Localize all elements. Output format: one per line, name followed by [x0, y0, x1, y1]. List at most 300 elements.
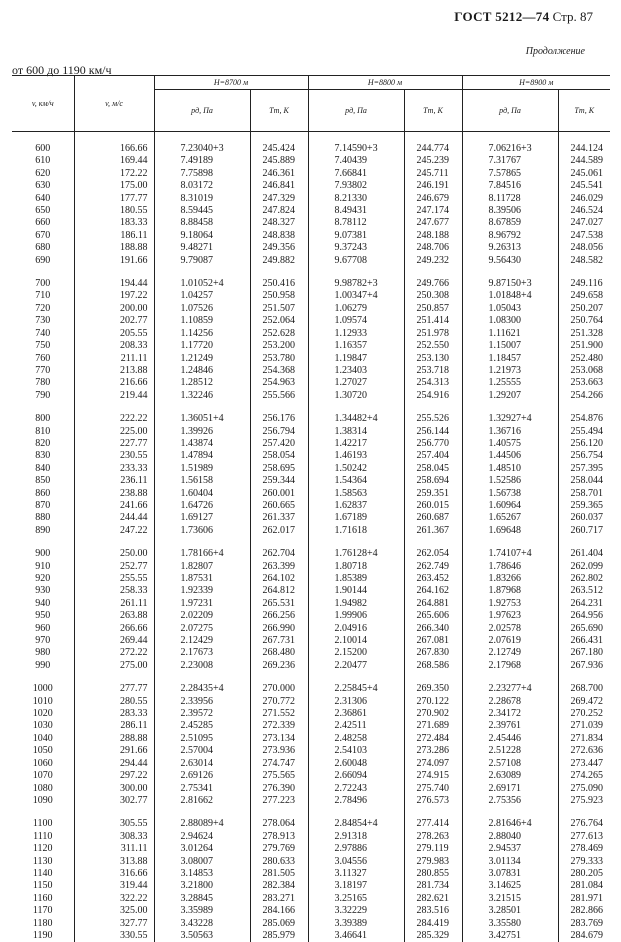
pressure-h2-cell: 1.09574	[308, 315, 404, 327]
temp-h1-cell: 281.505	[250, 868, 308, 880]
table-row	[12, 795, 610, 807]
table-row	[12, 255, 610, 267]
group-spacer	[12, 807, 610, 818]
pressure-h3-cell: 2.88040	[462, 831, 558, 843]
speed-ms-cell: 269.44	[74, 635, 154, 647]
speed-ms-cell: 327.77	[74, 918, 154, 930]
speed-kmh-cell: 870	[12, 500, 74, 512]
pressure-h1-cell: 2.51095	[154, 733, 250, 745]
pressure-h1-cell: 1.47894	[154, 450, 250, 462]
pressure-h1-cell: 2.45285	[154, 720, 250, 732]
temp-h1-cell: 247.329	[250, 193, 308, 205]
spacer-cell	[462, 807, 558, 818]
pressure-h1-cell: 1.10859	[154, 315, 250, 327]
speed-kmh-cell: 930	[12, 585, 74, 597]
temp-h1-cell: 276.390	[250, 783, 308, 795]
speed-kmh-cell: 990	[12, 660, 74, 672]
temp-h1-cell: 250.416	[250, 278, 308, 290]
temp-h1-cell: 285.069	[250, 918, 308, 930]
speed-ms-cell: 236.11	[74, 475, 154, 487]
speed-kmh-cell: 1090	[12, 795, 74, 807]
pressure-h2-cell: 2.78496	[308, 795, 404, 807]
temp-h3-cell: 256.754	[558, 450, 610, 462]
speed-ms-cell: 227.77	[74, 438, 154, 450]
speed-kmh-cell: 690	[12, 255, 74, 267]
pressure-h3-cell: 2.69171	[462, 783, 558, 795]
temp-h1-cell: 262.017	[250, 525, 308, 537]
speed-kmh-cell: 740	[12, 328, 74, 340]
table-row	[12, 930, 610, 942]
temp-h2-cell: 262.749	[404, 561, 462, 573]
speed-ms-cell: 247.22	[74, 525, 154, 537]
header-temp-3: Tт, К	[558, 90, 610, 132]
speed-ms-cell: 308.33	[74, 831, 154, 843]
speed-kmh-cell: 660	[12, 217, 74, 229]
temp-h2-cell: 254.916	[404, 390, 462, 402]
speed-ms-cell: 322.22	[74, 893, 154, 905]
temp-h3-cell: 254.876	[558, 413, 610, 425]
speed-kmh-cell: 1050	[12, 745, 74, 757]
pressure-h3-cell: 3.28501	[462, 905, 558, 917]
pressure-h2-cell: 2.31306	[308, 696, 404, 708]
pressure-h2-cell: 1.99906	[308, 610, 404, 622]
pressure-h1-cell: 1.21249	[154, 353, 250, 365]
speed-kmh-cell: 940	[12, 598, 74, 610]
temp-h3-cell: 257.395	[558, 463, 610, 475]
temp-h3-cell: 247.538	[558, 230, 610, 242]
spacer-cell	[250, 132, 308, 144]
speed-kmh-cell: 1030	[12, 720, 74, 732]
table-row	[12, 843, 610, 855]
speed-ms-cell: 200.00	[74, 303, 154, 315]
temp-h3-cell: 250.764	[558, 315, 610, 327]
table-row	[12, 598, 610, 610]
spacer-cell	[154, 267, 250, 278]
temp-h2-cell: 275.740	[404, 783, 462, 795]
temp-h3-cell: 248.582	[558, 255, 610, 267]
pressure-h3-cell: 1.44506	[462, 450, 558, 462]
table-row	[12, 733, 610, 745]
table-row	[12, 290, 610, 302]
pressure-h2-cell: 2.48258	[308, 733, 404, 745]
speed-ms-cell: 188.88	[74, 242, 154, 254]
temp-h3-cell: 274.265	[558, 770, 610, 782]
spacer-cell	[462, 267, 558, 278]
speed-kmh-cell: 1170	[12, 905, 74, 917]
pressure-h3-cell: 3.21515	[462, 893, 558, 905]
page-number: Стр. 87	[553, 9, 593, 24]
table-row	[12, 635, 610, 647]
speed-ms-cell: 319.44	[74, 880, 154, 892]
table-row	[12, 696, 610, 708]
pressure-h3-cell: 1.40575	[462, 438, 558, 450]
pressure-h2-cell: 1.85389	[308, 573, 404, 585]
speed-kmh-cell: 790	[12, 390, 74, 402]
spacer-cell	[74, 132, 154, 144]
pressure-h1-cell: 1.69127	[154, 512, 250, 524]
temp-h3-cell: 254.266	[558, 390, 610, 402]
temp-h1-cell: 246.361	[250, 168, 308, 180]
temp-h1-cell: 266.990	[250, 623, 308, 635]
table-row	[12, 610, 610, 622]
pressure-h1-cell: 1.78166+4	[154, 548, 250, 560]
speed-ms-cell: 288.88	[74, 733, 154, 745]
speed-kmh-cell: 730	[12, 315, 74, 327]
pressure-h2-cell: 3.32229	[308, 905, 404, 917]
pressure-h2-cell: 1.58563	[308, 488, 404, 500]
speed-kmh-cell: 1150	[12, 880, 74, 892]
speed-ms-cell: 238.88	[74, 488, 154, 500]
temp-h1-cell: 251.507	[250, 303, 308, 315]
pressure-h3-cell: 2.12749	[462, 647, 558, 659]
table-row	[12, 340, 610, 352]
header-altitude-2: H=8800 м	[308, 76, 462, 90]
speed-kmh-cell: 840	[12, 463, 74, 475]
temp-h3-cell: 249.658	[558, 290, 610, 302]
pressure-h1-cell: 9.48271	[154, 242, 250, 254]
temp-h2-cell: 279.983	[404, 856, 462, 868]
temp-h2-cell: 257.404	[404, 450, 462, 462]
temp-h3-cell: 250.207	[558, 303, 610, 315]
pressure-h1-cell: 3.50563	[154, 930, 250, 942]
temp-h2-cell: 268.586	[404, 660, 462, 672]
speed-kmh-cell: 620	[12, 168, 74, 180]
speed-kmh-cell: 780	[12, 377, 74, 389]
speed-ms-cell: 230.55	[74, 450, 154, 462]
speed-kmh-cell: 1100	[12, 818, 74, 830]
header-pressure-1: pд, Па	[154, 90, 250, 132]
temp-h1-cell: 246.841	[250, 180, 308, 192]
temp-h3-cell: 276.764	[558, 818, 610, 830]
speed-ms-cell: 252.77	[74, 561, 154, 573]
pressure-h1-cell: 1.64726	[154, 500, 250, 512]
temp-h2-cell: 269.350	[404, 683, 462, 695]
speed-kmh-cell: 1190	[12, 930, 74, 942]
temp-h1-cell: 269.236	[250, 660, 308, 672]
speed-kmh-cell: 850	[12, 475, 74, 487]
speed-range-label: от 600 до 1190 км/ч	[12, 63, 112, 78]
speed-ms-cell: 261.11	[74, 598, 154, 610]
pressure-h1-cell: 7.75898	[154, 168, 250, 180]
pressure-h3-cell: 7.57865	[462, 168, 558, 180]
pressure-h2-cell: 1.76128+4	[308, 548, 404, 560]
temp-h1-cell: 283.271	[250, 893, 308, 905]
temp-h2-cell: 282.621	[404, 893, 462, 905]
spacer-cell	[404, 402, 462, 413]
temp-h3-cell: 248.056	[558, 242, 610, 254]
page-header	[454, 9, 593, 25]
pressure-h3-cell: 2.02578	[462, 623, 558, 635]
speed-kmh-cell: 1180	[12, 918, 74, 930]
pressure-h3-cell: 1.29207	[462, 390, 558, 402]
spacer-cell	[558, 807, 610, 818]
temp-h1-cell: 259.344	[250, 475, 308, 487]
temp-h3-cell: 275.090	[558, 783, 610, 795]
temp-h2-cell: 244.774	[404, 143, 462, 155]
pressure-h1-cell: 9.79087	[154, 255, 250, 267]
temp-h2-cell: 276.573	[404, 795, 462, 807]
pressure-h1-cell: 9.18064	[154, 230, 250, 242]
pressure-h3-cell: 1.92753	[462, 598, 558, 610]
temp-h2-cell: 250.308	[404, 290, 462, 302]
speed-kmh-cell: 630	[12, 180, 74, 192]
pressure-h1-cell: 8.88458	[154, 217, 250, 229]
pressure-h2-cell: 1.71618	[308, 525, 404, 537]
spacer-cell	[74, 807, 154, 818]
pressure-h1-cell: 7.49189	[154, 155, 250, 167]
speed-ms-cell: 258.33	[74, 585, 154, 597]
pressure-h3-cell: 8.39506	[462, 205, 558, 217]
temp-h1-cell: 255.566	[250, 390, 308, 402]
speed-kmh-cell: 970	[12, 635, 74, 647]
spacer-cell	[308, 132, 404, 144]
temp-h1-cell: 282.384	[250, 880, 308, 892]
table-row	[12, 905, 610, 917]
speed-ms-cell: 191.66	[74, 255, 154, 267]
pressure-h2-cell: 3.18197	[308, 880, 404, 892]
pressure-h3-cell: 1.32927+4	[462, 413, 558, 425]
pressure-h2-cell: 3.39389	[308, 918, 404, 930]
temp-h2-cell: 267.081	[404, 635, 462, 647]
temp-h3-cell: 255.494	[558, 426, 610, 438]
speed-kmh-cell: 760	[12, 353, 74, 365]
pressure-h2-cell: 2.54103	[308, 745, 404, 757]
speed-ms-cell: 211.11	[74, 353, 154, 365]
temp-h3-cell: 261.404	[558, 548, 610, 560]
spacer-cell	[250, 402, 308, 413]
pressure-h2-cell: 3.04556	[308, 856, 404, 868]
spacer-cell	[154, 132, 250, 144]
spacer-cell	[558, 537, 610, 548]
temp-h3-cell: 284.679	[558, 930, 610, 942]
pressure-h3-cell: 9.87150+3	[462, 278, 558, 290]
pressure-h3-cell: 3.01134	[462, 856, 558, 868]
spacer-cell	[308, 267, 404, 278]
pressure-h2-cell: 2.15200	[308, 647, 404, 659]
pressure-h3-cell: 2.28678	[462, 696, 558, 708]
pressure-h3-cell: 2.57108	[462, 758, 558, 770]
pressure-h2-cell: 3.46641	[308, 930, 404, 942]
spacer-cell	[250, 267, 308, 278]
temp-h2-cell: 264.881	[404, 598, 462, 610]
atmosphere-table	[12, 75, 610, 942]
temp-h1-cell: 270.000	[250, 683, 308, 695]
speed-ms-cell: 241.66	[74, 500, 154, 512]
speed-ms-cell: 216.66	[74, 377, 154, 389]
speed-kmh-cell: 670	[12, 230, 74, 242]
temp-h2-cell: 258.694	[404, 475, 462, 487]
temp-h3-cell: 281.971	[558, 893, 610, 905]
temp-h2-cell: 251.414	[404, 315, 462, 327]
pressure-h3-cell: 7.06216+3	[462, 143, 558, 155]
speed-kmh-cell: 610	[12, 155, 74, 167]
temp-h1-cell: 254.368	[250, 365, 308, 377]
temp-h2-cell: 249.232	[404, 255, 462, 267]
table-row	[12, 143, 610, 155]
table-row	[12, 365, 610, 377]
temp-h2-cell: 263.452	[404, 573, 462, 585]
pressure-h1-cell: 8.31019	[154, 193, 250, 205]
pressure-h2-cell: 2.60048	[308, 758, 404, 770]
pressure-h1-cell: 2.02209	[154, 610, 250, 622]
speed-kmh-cell: 770	[12, 365, 74, 377]
temp-h1-cell: 258.695	[250, 463, 308, 475]
temp-h3-cell: 272.636	[558, 745, 610, 757]
pressure-h1-cell: 1.17720	[154, 340, 250, 352]
pressure-h3-cell: 1.56738	[462, 488, 558, 500]
table-row	[12, 623, 610, 635]
temp-h1-cell: 250.958	[250, 290, 308, 302]
pressure-h2-cell: 1.67189	[308, 512, 404, 524]
temp-h2-cell: 253.718	[404, 365, 462, 377]
pressure-h1-cell: 3.08007	[154, 856, 250, 868]
temp-h1-cell: 272.339	[250, 720, 308, 732]
temp-h2-cell: 248.706	[404, 242, 462, 254]
temp-h3-cell: 253.663	[558, 377, 610, 389]
temp-h2-cell: 255.526	[404, 413, 462, 425]
pressure-h3-cell: 3.42751	[462, 930, 558, 942]
pressure-h1-cell: 1.82807	[154, 561, 250, 573]
speed-ms-cell: 297.22	[74, 770, 154, 782]
temp-h3-cell: 258.701	[558, 488, 610, 500]
pressure-h3-cell: 3.07831	[462, 868, 558, 880]
table-row	[12, 500, 610, 512]
speed-kmh-cell: 800	[12, 413, 74, 425]
temp-h3-cell: 253.068	[558, 365, 610, 377]
temp-h3-cell: 259.365	[558, 500, 610, 512]
temp-h1-cell: 278.913	[250, 831, 308, 843]
speed-ms-cell: 313.88	[74, 856, 154, 868]
speed-ms-cell: 197.22	[74, 290, 154, 302]
standard-number: ГОСТ 5212—74	[454, 9, 549, 24]
table-row	[12, 475, 610, 487]
temp-h2-cell: 266.340	[404, 623, 462, 635]
speed-kmh-cell: 950	[12, 610, 74, 622]
spacer-cell	[154, 672, 250, 683]
pressure-h1-cell: 2.28435+4	[154, 683, 250, 695]
speed-ms-cell: 275.00	[74, 660, 154, 672]
pressure-h1-cell: 3.21800	[154, 880, 250, 892]
pressure-h3-cell: 2.23277+4	[462, 683, 558, 695]
spacer-cell	[250, 537, 308, 548]
spacer-cell	[154, 537, 250, 548]
table-row	[12, 525, 610, 537]
spacer-cell	[462, 402, 558, 413]
spacer-cell	[308, 402, 404, 413]
pressure-h3-cell: 2.17968	[462, 660, 558, 672]
pressure-h2-cell: 1.94982	[308, 598, 404, 610]
spacer-cell	[308, 537, 404, 548]
temp-h3-cell: 264.956	[558, 610, 610, 622]
speed-ms-cell: 286.11	[74, 720, 154, 732]
pressure-h2-cell: 1.42217	[308, 438, 404, 450]
pressure-h3-cell: 2.07619	[462, 635, 558, 647]
pressure-h3-cell: 1.65267	[462, 512, 558, 524]
temp-h1-cell: 248.327	[250, 217, 308, 229]
temp-h2-cell: 247.174	[404, 205, 462, 217]
temp-h1-cell: 252.064	[250, 315, 308, 327]
speed-kmh-cell: 1080	[12, 783, 74, 795]
pressure-h2-cell: 1.19847	[308, 353, 404, 365]
table-row	[12, 217, 610, 229]
speed-kmh-cell: 1110	[12, 831, 74, 843]
pressure-h2-cell: 2.72243	[308, 783, 404, 795]
speed-kmh-cell: 1120	[12, 843, 74, 855]
speed-ms-cell: 194.44	[74, 278, 154, 290]
speed-ms-cell: 291.66	[74, 745, 154, 757]
temp-h1-cell: 260.001	[250, 488, 308, 500]
header-temp-1: Tт, К	[250, 90, 308, 132]
pressure-h2-cell: 7.66841	[308, 168, 404, 180]
temp-h3-cell: 256.120	[558, 438, 610, 450]
temp-h3-cell: 271.834	[558, 733, 610, 745]
table-body	[12, 132, 610, 942]
temp-h3-cell: 266.431	[558, 635, 610, 647]
speed-kmh-cell: 700	[12, 278, 74, 290]
table-row	[12, 880, 610, 892]
temp-h2-cell: 277.414	[404, 818, 462, 830]
speed-kmh-cell: 900	[12, 548, 74, 560]
speed-kmh-cell: 960	[12, 623, 74, 635]
spacer-cell	[250, 807, 308, 818]
pressure-h1-cell: 1.51989	[154, 463, 250, 475]
spacer-cell	[74, 537, 154, 548]
temp-h2-cell: 272.484	[404, 733, 462, 745]
temp-h2-cell: 249.766	[404, 278, 462, 290]
pressure-h3-cell: 8.11728	[462, 193, 558, 205]
temp-h3-cell: 264.231	[558, 598, 610, 610]
table-row	[12, 230, 610, 242]
temp-h2-cell: 251.978	[404, 328, 462, 340]
table-row	[12, 856, 610, 868]
pressure-h3-cell: 1.11621	[462, 328, 558, 340]
pressure-h3-cell: 7.84516	[462, 180, 558, 192]
temp-h3-cell: 278.469	[558, 843, 610, 855]
table-row	[12, 413, 610, 425]
speed-ms-cell: 202.77	[74, 315, 154, 327]
pressure-h3-cell: 2.51228	[462, 745, 558, 757]
pressure-h3-cell: 1.69648	[462, 525, 558, 537]
temp-h2-cell: 260.015	[404, 500, 462, 512]
speed-ms-cell: 205.55	[74, 328, 154, 340]
temp-h3-cell: 244.589	[558, 155, 610, 167]
temp-h2-cell: 274.915	[404, 770, 462, 782]
table-row	[12, 770, 610, 782]
temp-h3-cell: 267.180	[558, 647, 610, 659]
pressure-h2-cell: 2.66094	[308, 770, 404, 782]
pressure-h1-cell: 2.63014	[154, 758, 250, 770]
temp-h3-cell: 265.690	[558, 623, 610, 635]
table-row	[12, 168, 610, 180]
speed-ms-cell: 325.00	[74, 905, 154, 917]
pressure-h3-cell: 1.25555	[462, 377, 558, 389]
header-altitude-1: H=8700 м	[154, 76, 308, 90]
temp-h2-cell: 281.734	[404, 880, 462, 892]
pressure-h3-cell: 3.14625	[462, 880, 558, 892]
table-row	[12, 783, 610, 795]
speed-kmh-cell: 1070	[12, 770, 74, 782]
pressure-h2-cell: 9.37243	[308, 242, 404, 254]
speed-kmh-cell: 720	[12, 303, 74, 315]
spacer-cell	[558, 672, 610, 683]
temp-h1-cell: 248.838	[250, 230, 308, 242]
pressure-h1-cell: 2.94624	[154, 831, 250, 843]
pressure-h1-cell: 1.73606	[154, 525, 250, 537]
pressure-h3-cell: 2.94537	[462, 843, 558, 855]
pressure-h3-cell: 2.75356	[462, 795, 558, 807]
temp-h2-cell: 256.770	[404, 438, 462, 450]
pressure-h1-cell: 3.35989	[154, 905, 250, 917]
